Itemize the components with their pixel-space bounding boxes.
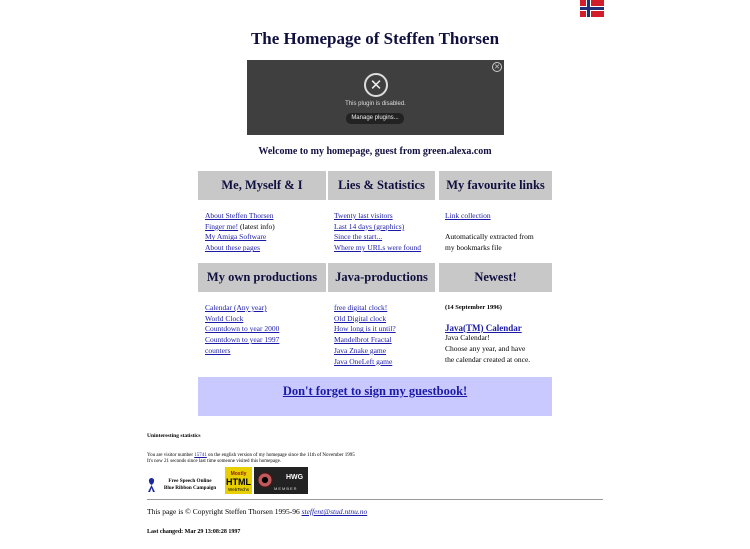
- copyright-line: [147, 507, 367, 516]
- plugin-placeholder: [247, 60, 504, 135]
- section-header-stats: Lies & Statistics: [328, 171, 435, 200]
- java-links: [334, 303, 396, 367]
- favourite-links: [445, 211, 534, 254]
- hwg-label: HWG: [286, 474, 304, 481]
- blue-ribbon-icon: [147, 477, 156, 493]
- eye-icon: [257, 472, 273, 488]
- last-changed: Last changed: Mar 29 13:08:28 1997: [147, 529, 241, 535]
- visitor-suffix: on the english version of my homepage since the 11th of November 1995: [206, 453, 355, 458]
- fav-note-2: my bookmarks file: [445, 243, 502, 253]
- link-how-long[interactable]: How long is it until?: [334, 324, 396, 334]
- link-urls-found[interactable]: Where my URLs were found: [334, 243, 422, 253]
- link-countdown-2000[interactable]: Countdown to year 2000: [205, 324, 280, 334]
- link-free-digital-clock[interactable]: free digital clock!: [334, 303, 388, 312]
- guestbook-link[interactable]: Don't forget to sign my guestbook!: [282, 384, 468, 398]
- link-since-start[interactable]: Since the start...: [334, 232, 383, 242]
- visitor-number-link[interactable]: 15741: [194, 453, 207, 458]
- html-badge-top: Mostly: [230, 471, 247, 477]
- link-calendar[interactable]: Calendar (Any year): [205, 303, 267, 312]
- blue-ribbon-badge[interactable]: [147, 476, 223, 495]
- link-mandelbrot[interactable]: Mandelbrot Fractal: [334, 335, 392, 345]
- newest-line-3: the calendar created at once.: [445, 354, 531, 364]
- section-header-me: Me, Myself & I: [198, 171, 326, 200]
- link-znake[interactable]: Java Znake game: [334, 345, 387, 355]
- ribbon-line-1: Free Speech Online: [168, 478, 212, 484]
- section-header-favourites: My favourite links: [439, 171, 552, 200]
- footer-divider: [147, 499, 603, 500]
- production-links: [205, 303, 279, 357]
- link-world-clock[interactable]: World Clock: [205, 313, 244, 323]
- link-twenty-visitors[interactable]: Twenty last visitors: [334, 211, 393, 220]
- section-header-java: Java-productions: [328, 263, 435, 292]
- stats-heading: Uninteresting statistics: [147, 433, 201, 439]
- link-about-pages[interactable]: About these pages: [205, 243, 260, 253]
- blocked-plugin-icon: ✕: [364, 73, 388, 97]
- me-links: [205, 211, 275, 254]
- manage-plugins-button[interactable]: Manage plugins...: [346, 113, 404, 124]
- ribbon-line-2: Blue Ribbon Campaign: [163, 484, 217, 491]
- close-icon[interactable]: ✕: [492, 62, 502, 72]
- finger-note: (latest info): [238, 221, 275, 231]
- newest-content: [445, 303, 530, 366]
- hwg-badge[interactable]: [254, 467, 308, 494]
- link-last-14-days[interactable]: Last 14 days (graphics): [334, 221, 405, 231]
- link-oneleft[interactable]: Java OneLeft game: [334, 356, 393, 366]
- guestbook-banner: [198, 377, 552, 416]
- link-java-calendar[interactable]: Java(TM) Calendar: [445, 322, 522, 333]
- html-badge-mid: HTML: [226, 477, 251, 487]
- link-old-digital-clock[interactable]: Old Digital clock: [334, 313, 387, 323]
- newest-line-2: Choose any year, and have: [445, 344, 526, 354]
- hwg-sub-label: MEMBER: [274, 486, 298, 491]
- html-badge-bottom: WebTechs: [228, 487, 249, 492]
- welcome-message: Welcome to my homepage, guest from green.alexa.com: [258, 146, 492, 157]
- page-title: The Homepage of Steffen Thorsen: [250, 29, 500, 48]
- newest-line-1: Java Calendar!: [445, 333, 490, 343]
- link-amiga-software[interactable]: My Amiga Software: [205, 232, 267, 242]
- norwegian-flag-icon[interactable]: [580, 0, 604, 17]
- link-counters[interactable]: counters: [205, 345, 231, 355]
- section-header-newest: Newest!: [439, 263, 552, 292]
- flag-cross-blue-h: [580, 7, 604, 10]
- newest-date: (14 September 1996): [445, 304, 502, 311]
- visitor-prefix: You are visitor number: [147, 453, 195, 458]
- link-finger-me[interactable]: Finger me!: [205, 221, 239, 231]
- stats-links: [334, 211, 421, 254]
- link-collection[interactable]: Link collection: [445, 211, 491, 220]
- fav-note-1: Automatically extracted from: [445, 232, 534, 242]
- html-badge[interactable]: [225, 467, 252, 494]
- last-visit-line: It's now 21 seconds since last time someone visited this homepage.: [147, 459, 282, 464]
- ribbon-text: [157, 478, 223, 491]
- copyright-text: This page is © Copyright Steffen Thorsen 1995-96: [147, 507, 302, 516]
- plugin-message: This plugin is disabled.: [345, 101, 406, 107]
- email-link[interactable]: steffent@stud.ntnu.no: [301, 507, 368, 516]
- section-header-productions: My own productions: [198, 263, 326, 292]
- link-countdown-1997[interactable]: Countdown to year 1997: [205, 335, 280, 345]
- link-about-steffen[interactable]: About Steffen Thorsen: [205, 211, 274, 220]
